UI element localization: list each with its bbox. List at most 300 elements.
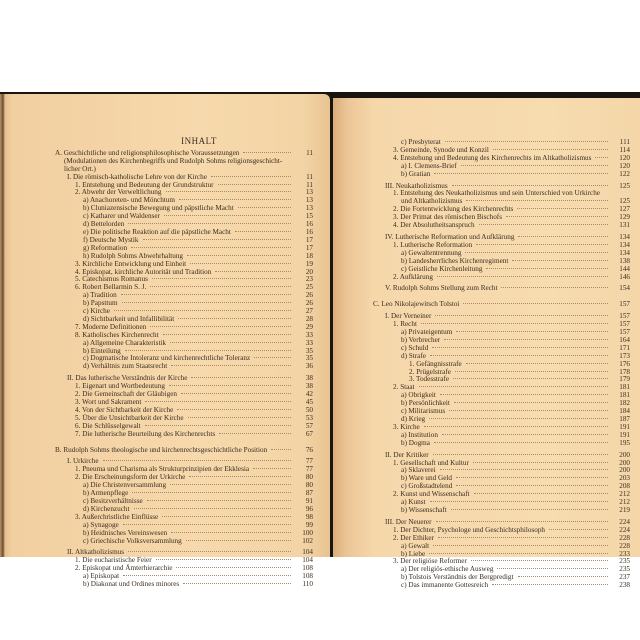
dot-leader (517, 208, 608, 209)
toc-entry-label: d) Verhältnis zum Staatsrecht (83, 362, 168, 371)
dot-leader (150, 286, 291, 287)
toc-page-number: 33 (305, 330, 313, 339)
dot-leader (132, 492, 291, 493)
toc-entry-label: 1. Gesellschaft und Kultur (393, 458, 469, 467)
dot-leader (125, 350, 291, 351)
toc-page-number: 237 (619, 573, 630, 582)
toc-page-number: 157 (619, 312, 630, 321)
toc-entry-label: IV. Lutherische Reformation und Aufklärung (385, 232, 515, 241)
dot-leader (131, 247, 291, 248)
dot-leader (456, 477, 608, 478)
toc-entry-label: 1. Der Dichter, Psychologe und Geschichtsphilosoph (393, 525, 546, 534)
dot-leader (442, 434, 608, 435)
toc-entry-label: II. Das lutherische Verständnis der Kirche (67, 374, 188, 383)
dot-leader (147, 500, 291, 501)
dot-leader (430, 501, 608, 502)
toc-entry-label: d) Krieg (401, 415, 426, 423)
toc-page-number: 38 (305, 382, 313, 391)
dot-leader (440, 469, 608, 470)
toc-entry-label: 3. Todesstrafe (409, 375, 450, 384)
dot-leader (444, 339, 608, 340)
toc-page-number: 228 (619, 533, 630, 542)
toc-entry (373, 440, 630, 448)
toc-page-number: 200 (619, 466, 630, 475)
toc-entry-label: a) Der religiös-ethische Ausweg (401, 565, 494, 574)
toc-entry-label: d) Strafe (401, 351, 426, 360)
toc-entry-label: b) Wissenschaft (401, 505, 447, 514)
toc-entry-label: 5. Über die Unsichtbarkeit der Kirche (75, 413, 184, 422)
toc-page-number: 235 (619, 565, 630, 574)
dot-leader (162, 516, 291, 517)
toc-entry-label: V. Rudolph Sohms Stellung zum Recht (385, 284, 498, 293)
toc-entry (373, 222, 630, 230)
toc-page-number: 157 (619, 328, 630, 337)
toc-entry (55, 581, 313, 589)
dot-leader (253, 468, 291, 469)
toc-page-number: 131 (619, 221, 630, 230)
toc-page-number: 138 (619, 256, 630, 265)
dot-leader (434, 442, 608, 443)
toc-page-number: 18 (305, 251, 313, 260)
dot-leader (215, 271, 291, 272)
toc-page-number: 108 (302, 564, 313, 573)
toc-entry-label: und Altkatholizismus (401, 197, 463, 206)
toc-entry-label: 2. Staat (393, 383, 415, 392)
toc-entry-label: 2. Aufklärung (393, 272, 433, 281)
toc-left (55, 138, 313, 589)
toc-entry-label: c) Schuld (401, 343, 429, 352)
toc-page-number: 80 (305, 481, 313, 490)
toc-entry-label: I. Der Verneiner (385, 312, 432, 321)
toc-page-number: 144 (619, 264, 630, 273)
toc-entry-label: 4. Episkopat, kirchliche Autorität und Tradition (75, 267, 212, 276)
toc-page-number: 154 (619, 284, 630, 293)
toc-page-number: 100 (302, 528, 313, 537)
toc-page-number: 96 (305, 504, 313, 513)
toc-page-number: 171 (619, 343, 630, 352)
dot-leader (171, 365, 291, 366)
dot-leader (179, 199, 291, 200)
dot-leader (465, 252, 608, 253)
toc-page-number: 104 (302, 556, 313, 565)
toc-entry-label: 2. Die Gemeinschaft der Gläubigen (75, 390, 177, 399)
toc-page-number: 157 (619, 300, 630, 309)
toc-entry-label: II. Altkatholizismus (67, 548, 125, 557)
toc-page-number: 200 (619, 450, 630, 459)
toc-page-number: 111 (619, 138, 630, 146)
toc-page-number: 36 (305, 362, 313, 371)
toc-page-number: 181 (619, 391, 630, 400)
open-book (0, 92, 640, 590)
toc-entry-label: c) Dogmatische Intoleranz und kirchenrechtliche Toleranz (83, 354, 251, 363)
toc-entry (373, 285, 630, 293)
toc-page-number: 184 (619, 407, 630, 416)
toc-page-number: 179 (619, 375, 630, 384)
toc-entry-label: 1. Recht (393, 320, 417, 329)
toc-page-number: 16 (305, 220, 313, 229)
toc-entry (55, 447, 313, 455)
toc-entry-label: 2. Kunst und Wissenschaft (393, 490, 470, 499)
toc-entry-label: b) Verbrecher (401, 335, 441, 344)
toc-entry-label: c) Griechische Volksversammlung (83, 536, 182, 545)
toc-entry-label: 6. Die Schlüsselgewalt (75, 421, 141, 430)
toc-right (373, 139, 630, 590)
toc-entry-label: a) Gewalt (401, 541, 430, 550)
toc-page-number: 17 (305, 243, 313, 252)
toc-entry-label: b) Tolstois Verständnis der Bergpredigt (401, 573, 514, 582)
toc-entry-label: B. Rudolph Sohms theologische und kirchenrechtsgeschichtliche Position (55, 445, 268, 454)
toc-entry-label: b) Heidnisches Vereinswesen (83, 528, 168, 537)
toc-page-number: 187 (619, 415, 630, 423)
toc-page-number: 87 (305, 489, 313, 498)
toc-entry (373, 582, 630, 590)
toc-page-number: 157 (619, 320, 630, 329)
toc-page-number: 102 (302, 536, 313, 545)
dot-leader (463, 303, 608, 304)
toc-page-number: 203 (619, 474, 630, 483)
dot-leader (456, 331, 608, 332)
toc-page-number: 127 (619, 205, 630, 214)
toc-entry-label: 2. Die Fortentwicklung des Kirchenrechts (393, 205, 514, 214)
toc-entry-label: 3. Der Primat des römischen Bischofs (393, 213, 502, 222)
dot-leader (454, 402, 608, 403)
toc-page-number: 67 (305, 429, 313, 438)
dot-leader (452, 185, 608, 186)
toc-entry (373, 171, 630, 179)
dot-leader (128, 551, 291, 552)
toc-entry-label: 4. Der Absolutheitsanspruch (393, 221, 475, 230)
dot-leader (479, 224, 608, 225)
toc-page-number: 195 (619, 438, 630, 447)
toc-entry-label: a) Obrigkeit (401, 391, 436, 400)
toc-page-number: 173 (619, 351, 630, 360)
toc-entry-label: a) Kunst (401, 498, 426, 507)
dot-leader (429, 553, 608, 554)
dot-leader (219, 433, 291, 434)
toc-page-number: 228 (619, 541, 630, 550)
toc-page-number: 29 (305, 322, 313, 331)
toc-page-number: 20 (305, 267, 313, 276)
toc-entry-label: a) Sklaverei (401, 466, 436, 475)
dot-leader (121, 294, 291, 295)
dot-leader (429, 418, 608, 419)
toc-entry-label: 1. Eigenart und Wortbedeutung (75, 382, 165, 391)
toc-page-number: 35 (305, 354, 313, 363)
toc-entry-label: A. Geschichtliche und religionsphilosophische Voraussetzungen (55, 148, 240, 157)
dot-leader (190, 263, 291, 264)
toc-entry-label: c) Presbyterat (401, 138, 441, 146)
dot-leader (145, 425, 291, 426)
toc-entry-label: C. Leo Nikolajewitsch Tolstoi (373, 300, 460, 309)
toc-page-number: 80 (305, 473, 313, 482)
dot-leader (243, 152, 291, 153)
toc-page-number: 212 (619, 490, 630, 499)
toc-entry (55, 363, 313, 371)
dot-leader (145, 401, 291, 402)
toc-entry-label: b) Persönlichkeit (401, 399, 450, 408)
dot-leader (512, 260, 608, 261)
toc-entry-label: 3. Wort und Sakrament (75, 398, 142, 406)
toc-page-number: 125 (619, 197, 630, 206)
toc-entry-label: 3. Außerchristliche Einflüsse (75, 512, 159, 521)
toc-page-number: 233 (619, 549, 630, 558)
toc-page-number: 208 (619, 482, 630, 491)
toc-entry-label: d) Kirchenzucht (83, 504, 130, 513)
dot-leader (166, 191, 292, 192)
toc-page-number: 45 (305, 398, 313, 406)
dot-leader (518, 236, 608, 237)
toc-entry-label: 7. Die lutherische Beurteilung des Kirchenrechts (75, 429, 216, 438)
toc-entry-label: licher Ort.) (64, 164, 96, 173)
dot-leader (128, 223, 291, 224)
dot-leader (103, 460, 291, 461)
dot-leader (474, 493, 608, 494)
toc-page-number: 11 (306, 172, 313, 181)
toc-page-number: 191 (619, 430, 630, 439)
dot-leader (421, 323, 608, 324)
toc-entry-label: 1. Gefängnisstrafe (409, 359, 462, 368)
toc-entry-label: III. Neukatholizismus (385, 181, 448, 190)
dot-leader (169, 385, 291, 386)
toc-page-number: 11 (306, 148, 313, 157)
toc-entry-label: 3. Gemeinde, Synode und Konzil (393, 145, 489, 154)
toc-page-number: 13 (305, 204, 313, 213)
toc-page-number: 15 (305, 212, 313, 221)
toc-entry-label: 1. Entstehung und Bedeutung der Grundstruktur (75, 180, 214, 189)
dot-leader (178, 318, 291, 319)
dot-leader (493, 149, 608, 150)
toc-page-number: 235 (619, 557, 630, 566)
dot-leader (433, 545, 608, 546)
toc-page-number: 27 (305, 307, 313, 316)
dot-leader (188, 417, 291, 418)
dot-leader (451, 509, 608, 510)
dot-leader (471, 560, 608, 561)
dot-leader (506, 216, 608, 217)
dot-leader (191, 377, 291, 378)
toc-page-number: 125 (619, 181, 630, 190)
toc-entry-label: a) Episkopat (83, 572, 120, 581)
dot-leader (254, 357, 291, 358)
toc-page-number: 224 (619, 517, 630, 526)
toc-entry-label: 8. Katholisches Kirchenrecht (75, 330, 159, 339)
dot-leader (271, 449, 291, 450)
toc-page-number: 99 (305, 520, 313, 529)
dot-leader (449, 410, 608, 411)
dot-leader (122, 302, 291, 303)
toc-list-left (55, 150, 313, 589)
dot-leader (438, 537, 608, 538)
dot-leader (170, 342, 291, 343)
toc-entry-label: III. Der Neuerer (385, 517, 432, 526)
toc-entry-label: 5. Catechismus Romanus (75, 275, 148, 284)
toc-page-number: 181 (619, 383, 630, 392)
dot-leader (435, 315, 608, 316)
toc-entry-label: b) Einteilung (83, 346, 121, 355)
toc-page-number: 42 (305, 390, 313, 399)
toc-entry-label: a) Privateigentum (401, 328, 453, 337)
toc-page-number: 122 (619, 169, 630, 178)
toc-page-number: 120 (619, 161, 630, 170)
dot-leader (430, 355, 608, 356)
toc-entry-label: d) Sichtbarkeit und Infallibilität (83, 314, 175, 323)
toc-entry-label: I. Die römisch-katholische Lehre von der Kirche (67, 172, 207, 181)
toc-page-number: 134 (619, 240, 630, 249)
toc-entry-label: b) Cluniazensische Bewegung und päpstliche Macht (83, 204, 234, 213)
dot-leader (183, 583, 291, 584)
dot-leader (211, 176, 291, 177)
toc-entry-label: I. Urkirche (67, 457, 99, 466)
toc-entry (373, 507, 630, 515)
toc-page-number: 108 (302, 572, 313, 581)
toc-page-number: 224 (619, 525, 630, 534)
toc-entry-label: g) Reformation (83, 243, 128, 252)
toc-page-number: 35 (305, 346, 313, 355)
dot-leader (170, 484, 291, 485)
toc-entry (55, 431, 313, 439)
toc-page-number: 26 (305, 291, 313, 300)
dot-leader (163, 334, 291, 335)
dot-leader (433, 454, 608, 455)
toc-entry-label: b) Dogma (401, 438, 430, 447)
toc-entry-label: 1. Die eucharistische Feier (75, 556, 152, 565)
toc-page-number: 134 (619, 232, 630, 241)
dot-leader (114, 310, 291, 311)
dot-leader (123, 524, 291, 525)
toc-entry-label: b) Liebe (401, 549, 426, 558)
toc-entry-label: 2. Abwehr der Verweltlichung (75, 188, 162, 197)
toc-page-number: 57 (305, 421, 313, 430)
dot-leader (476, 244, 608, 245)
toc-entry-label: h) Rudolph Sohms Abwehrhaltung (83, 251, 184, 260)
dot-leader (434, 173, 608, 174)
dot-leader (235, 231, 291, 232)
toc-page-number: 176 (619, 359, 630, 368)
toc-page-number: 11 (306, 180, 313, 189)
toc-entry (373, 301, 630, 309)
dot-leader (518, 576, 609, 577)
toc-page-number: 16 (305, 227, 313, 236)
toc-page-number: 17 (305, 235, 313, 244)
dot-leader (187, 255, 291, 256)
toc-page-number: 91 (305, 496, 313, 505)
dot-leader (218, 184, 291, 185)
toc-entry-label: 1. Lutherische Reformation (393, 240, 473, 249)
toc-page-number: 76 (305, 445, 313, 454)
toc-entry (55, 538, 313, 546)
dot-leader (440, 394, 608, 395)
toc-entry (373, 274, 630, 282)
toc-entry-label: 3. Kirchliche Entwicklung und Einheit (75, 259, 187, 268)
dot-leader (437, 276, 608, 277)
toc-entry-label: a) Allgemeine Charakteristik (83, 338, 167, 347)
toc-entry-label: c) Geistliche Kirchenleitung (401, 264, 483, 273)
dot-leader (176, 567, 291, 568)
toc-page-number: 33 (305, 338, 313, 347)
dot-leader (181, 393, 291, 394)
toc-page-number: 19 (305, 259, 313, 268)
dot-leader (186, 540, 291, 541)
dot-leader (156, 559, 291, 560)
toc-page-number: 164 (619, 335, 630, 344)
toc-page-number: 110 (302, 580, 313, 589)
toc-entry-label: c) Katharer und Waldenser (83, 212, 160, 221)
dot-leader (492, 584, 608, 585)
toc-entry-label: 4. Von der Sichtbarkeit der Kirche (75, 405, 174, 414)
dot-leader (456, 485, 608, 486)
toc-page-number: 191 (619, 422, 630, 431)
dot-leader (150, 326, 291, 327)
toc-entry-label: e) Die politische Reaktion auf die päpstliche Macht (83, 227, 231, 236)
toc-page-number: 129 (619, 213, 630, 222)
toc-list-right (373, 139, 630, 590)
toc-entry-label: 1. Pneuma und Charisma als Strukturprinzipien der Ekklesia (75, 465, 250, 474)
toc-page-number: 134 (619, 248, 630, 257)
toc-page-number: 13 (305, 196, 313, 205)
dot-leader (171, 532, 291, 533)
toc-page-number: 28 (305, 314, 313, 323)
toc-entry-label: 2. Prügelstrafe (409, 367, 451, 376)
dot-leader (436, 521, 609, 522)
toc-page-number: 25 (305, 283, 313, 292)
dot-leader (164, 215, 291, 216)
dot-leader (549, 529, 608, 530)
toc-entry-label: 2. Episkopat und Ämterhierarchie (75, 564, 173, 573)
toc-page-number: 50 (305, 405, 313, 414)
toc-entry-label: b) Gratian (401, 169, 431, 178)
toc-entry-label: b) Papsttum (83, 299, 118, 308)
toc-entry-label: II. Der Kritiker (385, 450, 429, 459)
dot-leader (134, 508, 292, 509)
toc-entry-label: c) Das immanente Gottesreich (401, 581, 489, 590)
toc-entry-label: a) Institution (401, 430, 438, 439)
dot-leader (501, 287, 608, 288)
right-page (333, 98, 640, 590)
toc-page-number: 98 (305, 512, 313, 521)
toc-page-number: 178 (619, 367, 630, 376)
toc-entry-label: a) Gewaltentrennung (401, 248, 462, 257)
toc-page-number: 219 (619, 505, 630, 514)
dot-leader (152, 278, 291, 279)
toc-entry-label: a) I. Clemens-Brief (401, 161, 457, 170)
toc-entry-label: c) Militarismus (401, 407, 446, 416)
dot-leader (473, 462, 608, 463)
toc-entry-label: f) Deutsche Mystik (83, 235, 139, 244)
toc-page-number: 146 (619, 272, 630, 281)
toc-entry-label: b) Diakonat und Ordines minores (83, 580, 180, 589)
toc-entry-label: (Modulationen des Kirchenbegriffs und Rudolph Sohms religionsgeschicht- (64, 156, 283, 165)
toc-page-number: 114 (619, 145, 630, 154)
toc-entry-label: 3. Kirche (393, 422, 420, 431)
dot-leader (497, 568, 608, 569)
dot-leader (453, 378, 608, 379)
toc-entry-label: 1. Entstehung des Neukatholizismus und sein Unterschied von Urkirche (393, 189, 600, 198)
toc-entry-label: a) Tradition (83, 291, 117, 300)
dot-leader (461, 165, 608, 166)
toc-entry-label: a) Synagoge (83, 520, 119, 529)
toc-page-number: 13 (305, 188, 313, 197)
toc-entry-label: 2. Der Ethiker (393, 533, 434, 542)
dot-leader (595, 157, 608, 158)
toc-entry-label: c) Kirche (83, 307, 110, 316)
toc-entry-label: b) Armenpflege (83, 489, 129, 498)
page-title: INHALT (181, 136, 217, 146)
dot-leader (466, 200, 608, 201)
dot-leader (486, 268, 608, 269)
dot-leader (424, 426, 608, 427)
toc-page-number: 26 (305, 299, 313, 308)
toc-page-number: 212 (619, 498, 630, 507)
